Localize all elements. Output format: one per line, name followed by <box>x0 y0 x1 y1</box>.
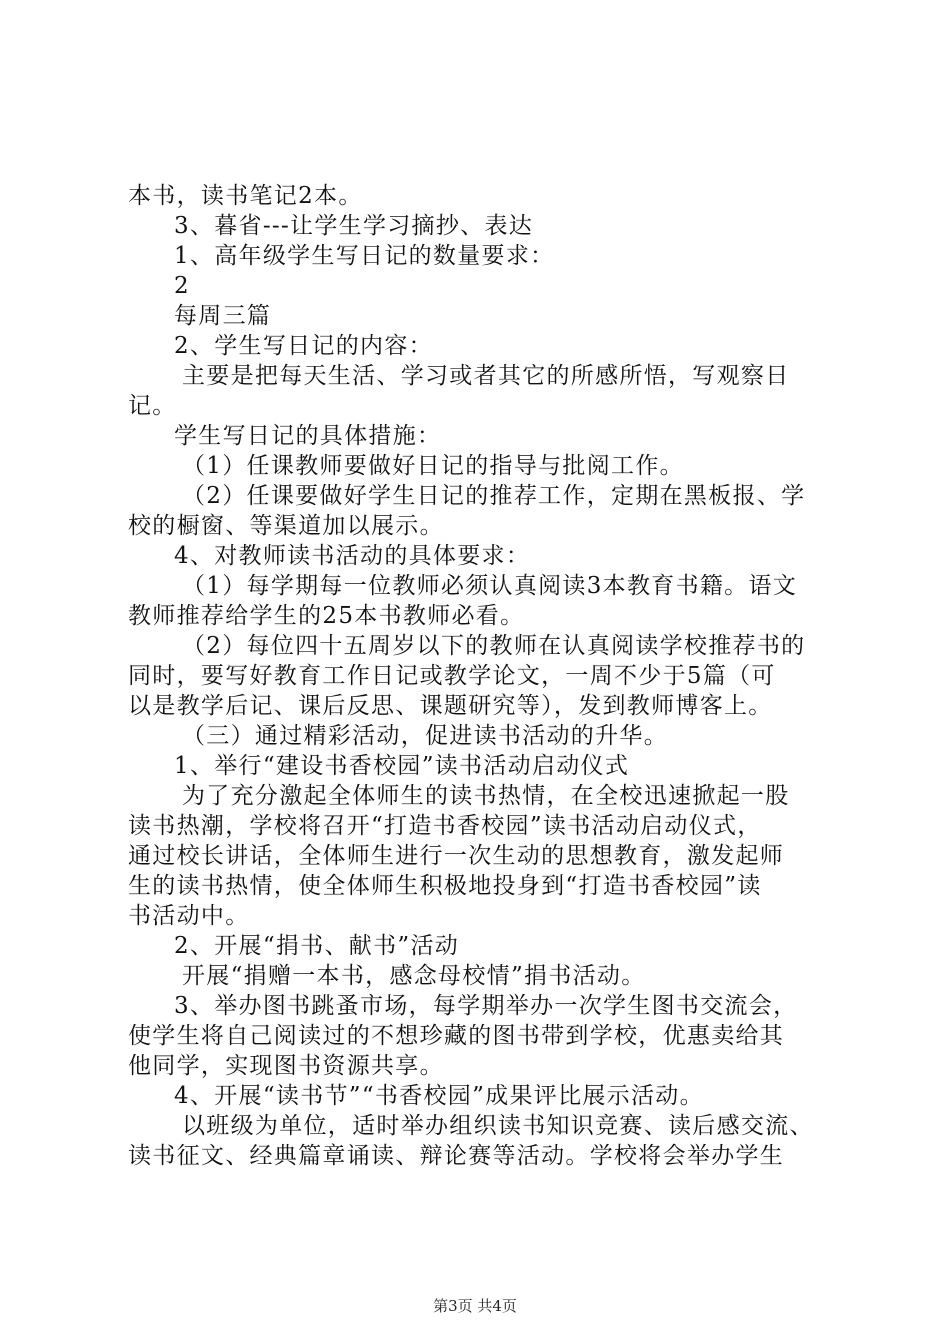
text-line: 校的橱窗、等渠道加以展示。 <box>128 513 444 539</box>
text-line: 2 <box>174 273 190 299</box>
text-line: 4、对教师读书活动的具体要求： <box>174 543 531 569</box>
text-line: 3、举办图书跳蚤市场，每学期举办一次学生图书交流会， <box>174 993 798 1019</box>
text-line: （2）任课要做好学生日记的推荐工作，定期在黑板报、学 <box>182 483 806 509</box>
text-line: 以是教学后记、课后反思、课题研究等），发到教师博客上。 <box>128 693 773 719</box>
text-line: 生的读书热情，使全体师生积极地投身到“打造书香校园”读 <box>128 873 762 899</box>
text-line: 2、学生写日记的内容： <box>174 333 433 359</box>
document-body <box>128 181 848 1171</box>
text-line: （三）通过精彩活动，促进读书活动的升华。 <box>182 723 668 749</box>
text-line: 每周三篇 <box>174 303 272 329</box>
text-line: 读书热潮，学校将召开“打造书香校园”读书活动启动仪式， <box>128 813 762 839</box>
text-line: 本书，读书笔记2本。 <box>128 183 363 209</box>
text-line: 通过校长讲话，全体师生进行一次生动的思想教育，激发起师 <box>128 843 785 869</box>
text-line: 以班级为单位，适时举办组织读书知识竞赛、读后感交流、 <box>182 1113 814 1139</box>
text-line: 3、暮省---让学生学习摘抄、表达 <box>174 213 534 239</box>
text-line: 主要是把每天生活、学习或者其它的所感所悟，写观察日 <box>182 363 790 389</box>
page-footer: 第3页 共4页 <box>433 1297 517 1315</box>
text-line: 1、高年级学生写日记的数量要求： <box>174 243 555 269</box>
text-line: 记。 <box>128 393 177 419</box>
text-line: 书活动中。 <box>128 903 250 929</box>
text-line: 使学生将自己阅读过的不想珍藏的图书带到学校，优惠卖给其 <box>128 1023 785 1049</box>
text-line: 读书征文、经典篇章诵读、辩论赛等活动。学校将会举办学生 <box>128 1143 785 1169</box>
text-line: 学生写日记的具体措施： <box>174 423 442 449</box>
text-line: （2）每位四十五周岁以下的教师在认真阅读学校推荐书的 <box>182 633 806 659</box>
text-line: 他同学，实现图书资源共享。 <box>128 1053 444 1079</box>
text-line: （1）每学期每一位教师必须认真阅读3本教育书籍。语文 <box>182 573 798 599</box>
text-line: 开展“捐赠一本书，感念母校情”捐书活动。 <box>182 963 646 989</box>
text-line: 为了充分激起全体师生的读书热情，在全校迅速掀起一股 <box>182 783 790 809</box>
text-line: 1、举行“建设书香校园”读书活动启动仪式 <box>174 753 630 779</box>
text-line: 4、开展“读书节”“书香校园”成果评比展示活动。 <box>174 1083 704 1109</box>
text-line: 教师推荐给学生的25本书教师必看。 <box>128 603 525 629</box>
text-line: 同时，要写好教育工作日记或教学论文，一周不少于5篇（可 <box>128 663 776 689</box>
text-line: 2、开展“捐书、献书”活动 <box>174 933 460 959</box>
text-line: （1）任课教师要做好日记的指导与批阅工作。 <box>182 453 684 479</box>
